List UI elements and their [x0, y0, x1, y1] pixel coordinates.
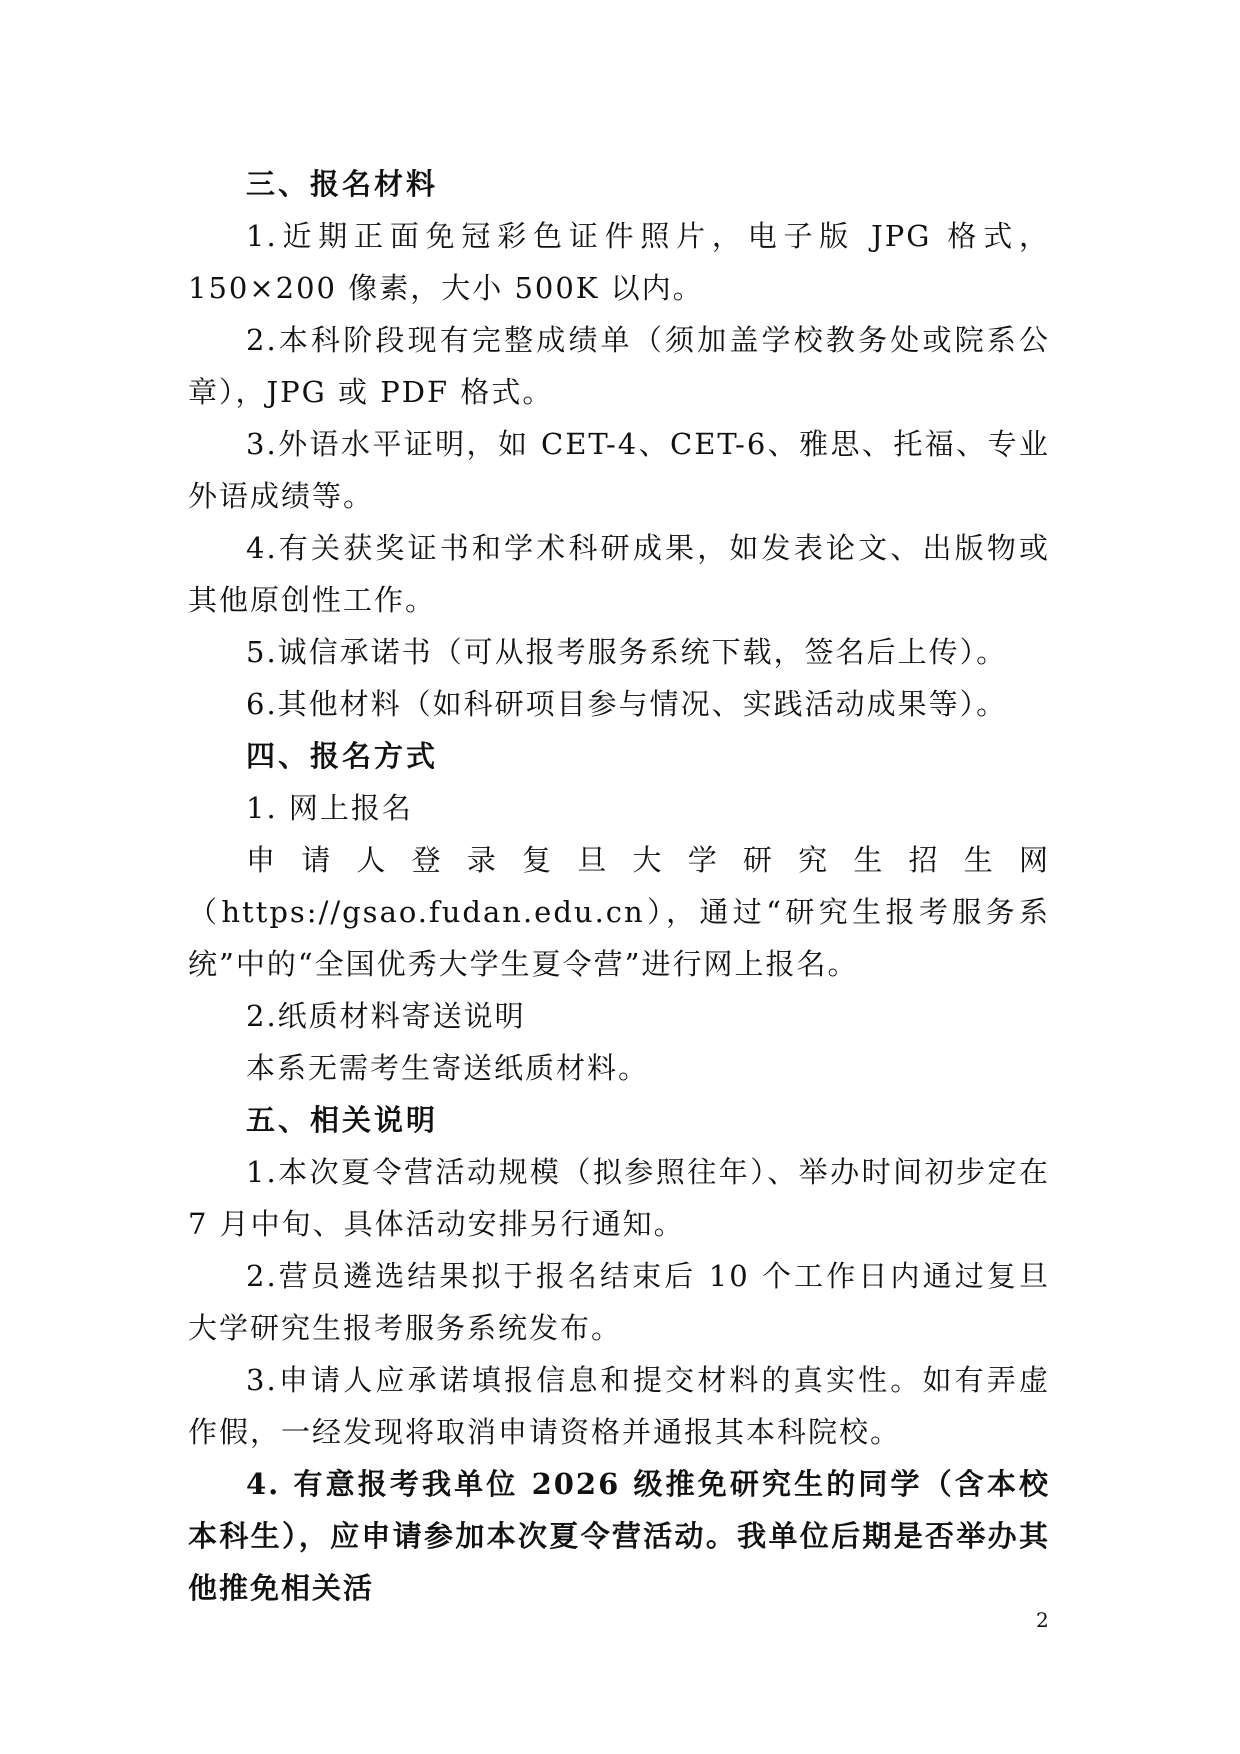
paper-materials-body: 本系无需考生寄送纸质材料。: [246, 1051, 650, 1085]
notes-item-2: 2.营员遴选结果拟于报名结束后 10 个工作日内通过复旦大学研究生报考服务系统发布。: [188, 1259, 1050, 1345]
section-heading-notes: 五、相关说明: [246, 1103, 439, 1137]
materials-item-2: 2.本科阶段现有完整成绩单（须加盖学校教务处或院系公章），JPG 或 PDF 格式。: [188, 323, 1050, 409]
section-heading-application-method: 四、报名方式: [246, 739, 439, 773]
materials-item-6: 6.其他材料（如科研项目参与情况、实践活动成果等）。: [246, 687, 1008, 721]
page-number: 2: [1036, 1608, 1049, 1632]
online-application-body: 申请人登录复旦大学研究生招生网（https://gsao.fudan.edu.cn），通过“研究生报考服务系统”中的“全国优秀大学生夏令营”进行网上报名。: [188, 843, 1050, 981]
notes-item-1: 1.本次夏令营活动规模（拟参照往年）、举办时间初步定在 7 月中旬、具体活动安排另行通知。: [188, 1155, 1050, 1241]
materials-item-3: 3.外语水平证明，如 CET-4、CET-6、雅思、托福、专业外语成绩等。: [188, 427, 1050, 513]
materials-item-1: 1.近期正面免冠彩色证件照片，电子版 JPG 格式，150×200 像素，大小 500K 以内。: [188, 219, 1050, 305]
paper-materials-title: 2.纸质材料寄送说明: [246, 999, 526, 1033]
notes-item-3: 3.申请人应承诺填报信息和提交材料的真实性。如有弄虚作假，一经发现将取消申请资格并通报其本科院校。: [188, 1363, 1050, 1449]
online-application-title: 1. 网上报名: [246, 791, 413, 825]
materials-item-5: 5.诚信承诺书（可从报考服务系统下载，签名后上传）。: [246, 635, 1008, 669]
document-body: [188, 158, 1050, 1614]
section-heading-materials: 三、报名材料: [246, 167, 439, 201]
notes-item-4: 4. 有意报考我单位 2026 级推免研究生的同学（含本校本科生），应申请参加本次夏令营活动。我单位后期是否举办其他推免相关活: [188, 1467, 1050, 1605]
materials-item-4: 4.有关获奖证书和学术科研成果，如发表论文、出版物或其他原创性工作。: [188, 531, 1050, 617]
